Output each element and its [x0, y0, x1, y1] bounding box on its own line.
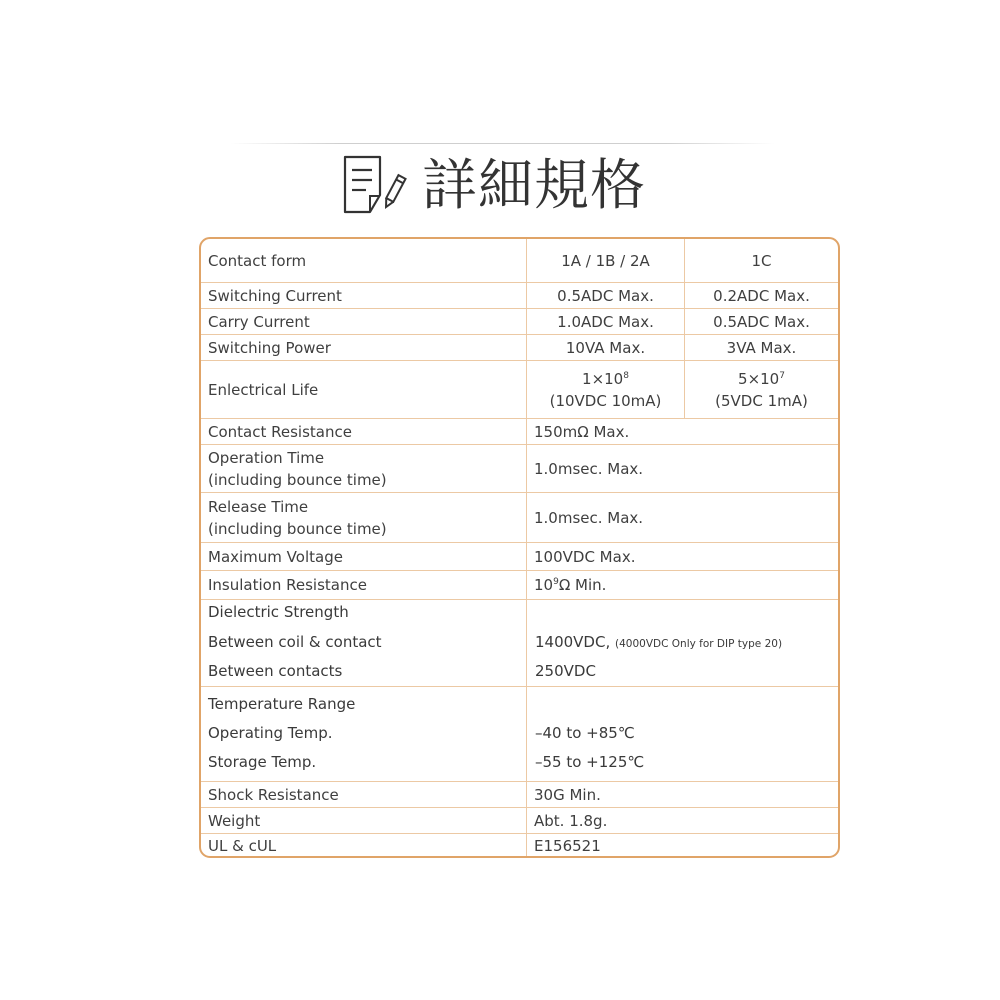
value-cell: 1.0ADC Max.	[527, 309, 685, 334]
row-label: Operation Time (including bounce time)	[201, 445, 527, 492]
storage-temp-value: –55 to +125℃	[535, 753, 645, 771]
row-label: Switching Current	[201, 283, 527, 308]
row-label: UL & cUL	[201, 834, 527, 858]
contacts-value: 250VDC	[535, 662, 596, 680]
row-label: Release Time (including bounce time)	[201, 493, 527, 542]
value-cell: $5\times 10^7$ (5VDC 1mA)	[715, 369, 808, 410]
document-pencil-icon	[342, 152, 420, 218]
row-label: Weight	[201, 808, 527, 833]
row-label: Contact form	[201, 239, 527, 282]
row-label: Insulation Resistance	[201, 571, 527, 599]
table-row	[201, 782, 838, 808]
value-cell: 30G Min.	[534, 785, 601, 804]
table-row	[201, 361, 838, 419]
contacts-label: Between contacts	[208, 662, 343, 680]
value-cell: E156521	[534, 837, 601, 855]
page-title: 詳細規格	[422, 153, 647, 217]
table-row	[201, 445, 838, 493]
table-row	[201, 335, 838, 361]
value-cell: 3VA Max.	[726, 338, 797, 357]
table-row	[201, 309, 838, 335]
coil-contact-value: 1400VDC, (4000VDC Only for DIP type 20)	[535, 633, 783, 651]
operating-temp-label: Operating Temp.	[208, 724, 333, 742]
page-heading	[342, 152, 672, 218]
value-cell: $1\times 10^8$ (10VDC 10mA)	[527, 361, 685, 418]
row-label: Enlectrical Life	[201, 361, 527, 418]
value-cell: Abt. 1.8g.	[534, 811, 608, 830]
table-row	[201, 687, 838, 782]
table-row	[201, 493, 838, 543]
value-cell: 100VDC Max.	[534, 547, 636, 566]
table-row	[201, 834, 838, 858]
value-cell: 150mΩ Max.	[534, 422, 630, 441]
row-label: Maximum Voltage	[201, 543, 527, 570]
spec-table	[199, 237, 840, 858]
storage-temp-label: Storage Temp.	[208, 753, 317, 771]
row-label: Contact Resistance	[201, 419, 527, 444]
value-cell: 0.5ADC Max.	[713, 312, 810, 331]
header-cell-1a-1b-2a: 1A / 1B / 2A	[527, 239, 685, 282]
table-row	[201, 808, 838, 834]
value-cell: 0.5ADC Max.	[527, 283, 685, 308]
value-cell: 0.2ADC Max.	[713, 286, 810, 305]
table-row	[201, 419, 838, 445]
dielectric-strength-label: Dielectric Strength	[208, 603, 349, 621]
table-row	[201, 283, 838, 309]
table-row	[201, 571, 838, 600]
value-cell: 1.0msec. Max.	[534, 459, 644, 478]
row-label: Carry Current	[201, 309, 527, 334]
coil-contact-label: Between coil & contact	[208, 633, 382, 651]
table-row	[201, 600, 838, 687]
table-row	[201, 543, 838, 571]
row-label: Switching Power	[201, 335, 527, 360]
top-divider	[230, 143, 775, 144]
table-row	[201, 239, 838, 283]
row-label: Shock Resistance	[201, 782, 527, 807]
value-cell: 10VA Max.	[527, 335, 685, 360]
value-cell: $10^9\Omega$ Min.	[534, 576, 607, 594]
temperature-range-label: Temperature Range	[208, 695, 356, 713]
value-cell: 1.0msec. Max.	[534, 508, 644, 527]
operating-temp-value: –40 to +85℃	[535, 724, 635, 742]
header-cell-1c: 1C	[751, 251, 772, 270]
